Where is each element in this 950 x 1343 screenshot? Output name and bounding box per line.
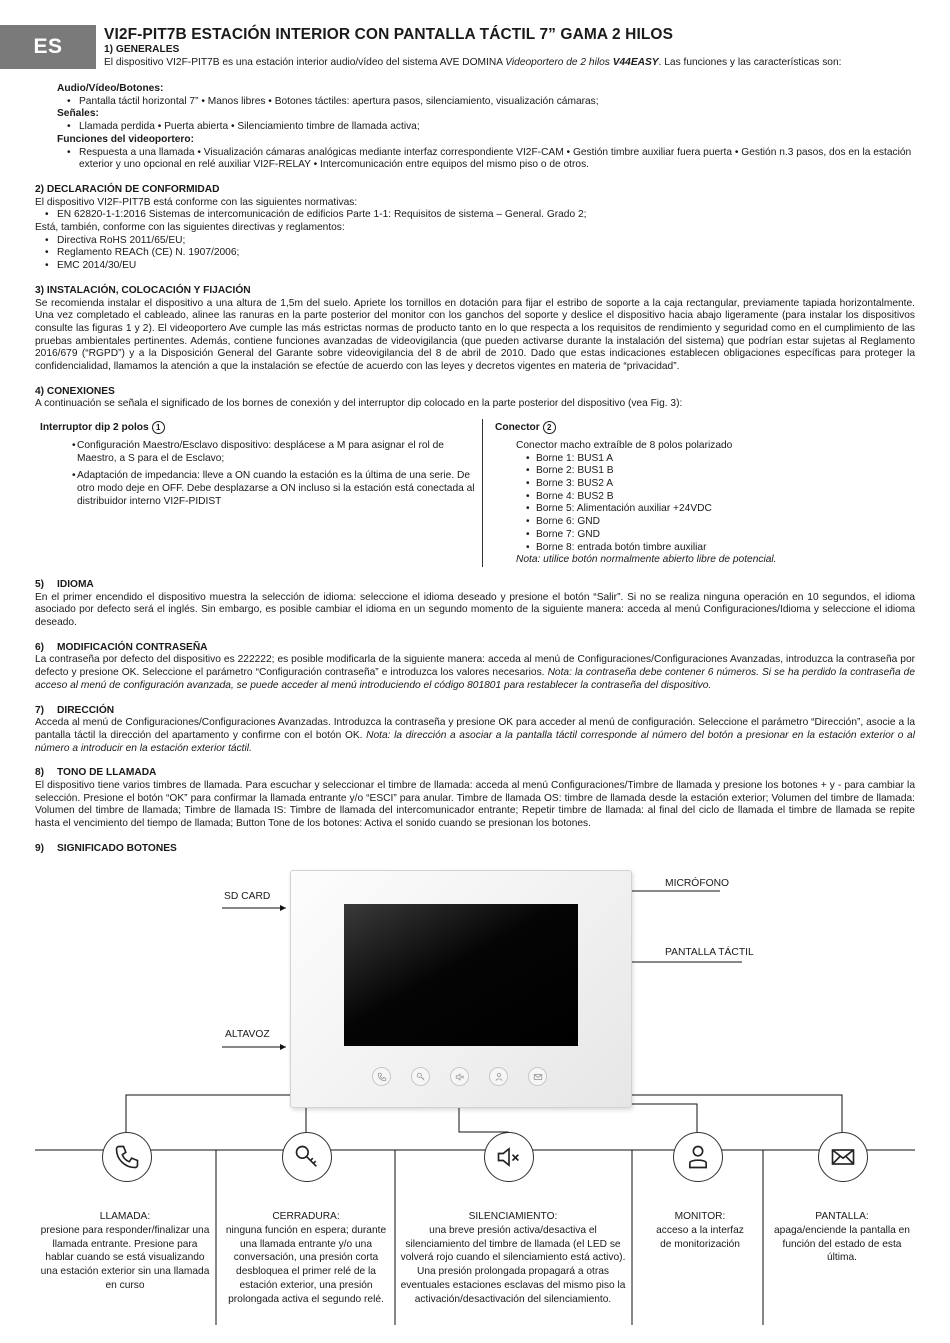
connector-title: Conector 2	[495, 421, 915, 435]
call-button-description	[37, 1210, 213, 1293]
screen-button-title: PANTALLA:	[815, 1211, 869, 1222]
section-9-heading: 9) SIGNIFICADO BOTONES	[35, 842, 177, 854]
screen-button-text: apaga/enciende la pantalla en función del estado de esta última.	[774, 1224, 910, 1264]
terminal-item: • Borne 1: BUS1 A	[516, 453, 915, 466]
call-button-icon	[102, 1132, 152, 1182]
section-8	[35, 767, 915, 831]
call-button-text: presione para responder/finalizar una llamada entrante. Presione para hablar cuando se está visualizando una estación exterior sin una llamada en curso	[40, 1224, 210, 1291]
dip-item: • Configuración Maestro/Esclavo dispositivo: desplácese a M para asignar el rol de Maestro, a S para el de Esclavo;	[40, 440, 476, 465]
person-icon	[684, 1143, 712, 1171]
section-8-body: El dispositivo tiene varios timbres de llamada. Para escuchar y seleccionar el timbre de llamada: acceda al menú Configuraciones/Timbre de llamada y presione los botones + y - para cambiar la selección. Presione el botón “OK” para confirmar la llamada entrante y/o “ESCI” para anular. Timbre de llamada OS: timbre de llamada desde la estación exterior; Volumen del timbre de llamada: Volumen del timbre de llamada; Timbre de llamada IS: Timbre de llamada del intercomunicador entrante; Repetir timbre de llamada: al final del ciclo de llamada el timbre de llamada se repite hasta el vencimiento del tiempo de llamada; Button Tone de los botones: Activa el sonido cuando se presionan los botones.	[35, 780, 915, 830]
mute-button-text: una breve presión activa/desactiva el silenciamiento del timbre de llamada (el LED se volverá rojo cuando el silenciamiento está activo). Una presión prolongada propagará a otras eventuales estaciones esclavas del mismo piso la activación/desactivación del silenciamiento.	[400, 1224, 626, 1305]
callout-number-2: 2	[543, 421, 556, 434]
screen-button-description	[774, 1210, 910, 1265]
section-5-heading: 5) IDIOMA	[35, 578, 94, 590]
speaker-mute-icon	[455, 1072, 465, 1082]
dip-switch-column	[35, 419, 483, 567]
section-4	[35, 386, 915, 567]
section-1-heading: 1) GENERALES	[104, 44, 180, 55]
dip-item: • Adaptación de impedancia: lleve a ON cuando la estación es la última de una serie. De otro modo deje en OFF. Debe desplazarse a ON incluso si la estación está conectada al distribuidor interno VI2F-PIDIST	[40, 470, 476, 508]
section-6-body: La contraseña por defecto del dispositivo es 222222; es posible modificarla de la siguiente manera: acceda al menú de Configuraciones/Configuraciones Avanzadas, introduzca la contraseña por defecto y presione OK. Seleccione el parámetro “Configuración contraseña” e introduzca los valores necesarios. Nota: la contraseña debe contener 6 números. Si se ha perdido la contraseña de acceso al menú de configuración avanzada, se puede acceder al menú introduciendo el código 801801 para restablecer la contraseña del dispositivo.	[35, 654, 915, 691]
sd-card-label: SD CARD	[224, 891, 271, 902]
phone-icon	[377, 1072, 387, 1082]
section-2-line1: El dispositivo VI2F-PIT7B está conforme con las siguientes normativas:	[35, 196, 358, 208]
lock-button-icon	[282, 1132, 332, 1182]
device-call-button	[372, 1067, 391, 1086]
device-screen-button	[528, 1067, 547, 1086]
terminal-item: • Borne 3: BUS2 A	[516, 478, 915, 491]
device-lock-button	[411, 1067, 430, 1086]
terminal-item: • Borne 5: Alimentación auxiliar +24VDC	[516, 503, 915, 516]
monitor-button-icon	[673, 1132, 723, 1182]
touch-screen	[344, 904, 578, 1046]
section-7	[35, 705, 915, 756]
speaker-mute-icon	[495, 1143, 523, 1171]
norm-item: • EN 62820-1-1:2016 Sistemas de intercomunicación de edificios Parte 1-1: Requisitos de sistema – General. Grado 2;	[35, 209, 915, 222]
section-6-heading: 6) MODIFICACIÓN CONTRASEÑA	[35, 641, 208, 653]
section-7-heading: 7) DIRECCIÓN	[35, 704, 115, 716]
section-2-heading: 2) DECLARACIÓN DE CONFORMIDAD	[35, 183, 220, 195]
mute-button-icon	[484, 1132, 534, 1182]
section-1-intro: El dispositivo VI2F-PIT7B es una estación interior audio/vídeo del sistema AVE DOMINA Videoportero de 2 hilos V44EASY. Las funciones y las características son:	[104, 56, 842, 68]
directive-item: • Directiva RoHS 2011/65/EU;	[35, 235, 915, 248]
section-6	[35, 642, 915, 693]
speaker-label: ALTAVOZ	[225, 1029, 270, 1040]
section-8-heading: 8) TONO DE LLAMADA	[35, 767, 157, 779]
lock-button-text: ninguna función en espera; durante una llamada entrante y/o una conversación, una presión corta desbloquea el primer relé de la estación exterior, una presión prolongada activa el segundo relé.	[225, 1224, 387, 1305]
device-monitor-button	[489, 1067, 508, 1086]
document-body	[35, 83, 915, 856]
key-icon	[416, 1072, 426, 1082]
directive-item: • EMC 2014/30/EU	[35, 260, 915, 273]
video-functions-label: Funciones del videoportero:	[57, 133, 194, 145]
screen-button-icon	[818, 1132, 868, 1182]
connector-desc: Conector macho extraíble de 8 polos polarizado	[516, 439, 733, 451]
microphone-label: MICRÓFONO	[665, 878, 730, 889]
lock-button-title: CERRADURA:	[272, 1211, 340, 1222]
terminal-item: • Borne 2: BUS1 B	[516, 465, 915, 478]
key-icon	[293, 1143, 321, 1171]
connector-column	[483, 419, 915, 567]
connections-table	[35, 419, 915, 567]
person-icon	[494, 1072, 504, 1082]
section-2	[35, 184, 915, 273]
mute-button-description	[400, 1210, 626, 1307]
av-label: Audio/Vídeo/Botones:	[57, 83, 164, 94]
mute-button-title: SILENCIAMIENTO:	[468, 1211, 558, 1222]
section-7-body: Acceda al menú de Configuraciones/Configuraciones Avanzadas. Introduzca la contraseña y presione OK para acceder al menú de configuración. Seleccione el parámetro “Dirección”, asocie a la pantalla táctil la dirección del apartamento y confirme con el botón OK. Nota: la dirección a asociar a la pantalla táctil corresponde al número del botón a presionar en la estación exterior o al número a introducir en la estación exterior táctil.	[35, 717, 915, 754]
section-4-intro: A continuación se señala el significado de los bornes de conexión y del interruptor dip colocado en la parte posterior del dispositivo (vea Fig. 3):	[35, 398, 683, 410]
signals-item: • Llamada perdida • Puerta abierta • Silenciamiento timbre de llamada activa;	[57, 121, 915, 134]
call-button-title: LLAMADA:	[99, 1211, 151, 1222]
buttons-figure	[0, 855, 950, 1335]
section-4-heading: 4) CONEXIONES	[35, 385, 115, 397]
section-1-lists	[57, 83, 915, 172]
directive-item: • Reglamento REACh (CE) N. 1907/2006;	[35, 247, 915, 260]
section-5	[35, 579, 915, 630]
terminal-item: • Borne 4: BUS2 B	[516, 491, 915, 504]
dip-switch-title: Interruptor dip 2 polos 1	[40, 421, 476, 435]
section-3-heading: 3) INSTALACIÓN, COLOCACIÓN Y FIJACIÓN	[35, 284, 251, 296]
page-title: VI2F-PIT7B ESTACIÓN INTERIOR CON PANTALLA TÁCTIL 7” GAMA 2 HILOS	[104, 26, 674, 43]
terminal-item: • Borne 7: GND	[516, 529, 915, 542]
section-2-line2: Está, también, conforme con las siguientes directivas y reglamentos:	[35, 222, 345, 234]
section-3	[35, 285, 915, 374]
touchscreen-label: PANTALLA TÁCTIL	[665, 947, 754, 958]
phone-icon	[113, 1143, 141, 1171]
signals-label: Señales:	[57, 108, 99, 120]
lock-button-description	[222, 1210, 390, 1307]
envelope-icon	[533, 1072, 543, 1082]
monitor-button-text: acceso a la interfaz de monitorización	[656, 1224, 744, 1250]
terminal-item: • Borne 8: entrada botón timbre auxiliar	[516, 542, 915, 555]
envelope-icon	[829, 1143, 857, 1171]
section-5-body: En el primer encendido el dispositivo muestra la selección de idioma: seleccione el idioma deseado y presione el botón “Salir”. Si no se realiza ninguna operación en 10 segundos, el idioma asociado por defecto será el inglés. Sin embargo, es posible cambiar el idioma en un segundo momento de la siguiente manera: acceda al menú Configuraciones/Idioma y seleccione el idioma deseado.	[35, 591, 915, 629]
video-functions-item: • Respuesta a una llamada • Visualización cámaras analógicas mediante interfaz correspondiente VI2F-CAM • Gestión timbre auxiliar fuera puerta • Gestión n.3 pasos, dos en la estación exterior y uno opcional en relé auxiliar VI2F-RELAY • Intercomunicación entre equipos del mismo piso o de otros.	[57, 147, 915, 172]
header	[104, 26, 924, 69]
language-tab: ES	[0, 25, 96, 69]
callout-number-1: 1	[152, 421, 165, 434]
connector-note: Nota: utilice botón normalmente abierto libre de potencial.	[516, 554, 777, 566]
terminal-item: • Borne 6: GND	[516, 516, 915, 529]
section-9	[35, 843, 915, 856]
monitor-button-description	[655, 1210, 745, 1251]
av-item: • Pantalla táctil horizontal 7” • Manos libres • Botones táctiles: apertura pasos, silenciamiento, visualización cámaras;	[57, 96, 915, 109]
terminal-list	[516, 453, 915, 555]
indoor-monitor-device	[290, 870, 632, 1108]
section-3-body: Se recomienda instalar el dispositivo a una altura de 1,5m del suelo. Apriete los tornillos en dotación para fijar el estribo de soporte a la caja rectangular, previamente tapiada horizontalmente. Una vez completado el cableado, alinee las ranuras en la parte posterior del monitor con los ganchos del soporte y deslice el dispositivo hacia abajo ligeramente (para instalar los dispositivos consulte las figuras 1 y 2). El videoportero Ave cumple las más estrictas normas de producto tanto en lo que respecta a los requisitos de rendimiento y seguridad como en el cumplimiento de las pruebas ambientales pertinentes. Además, contiene funciones avanzadas de videovigilancia (que pueden activarse durante la instalación del sistema) que podrían estar sujetas al Reglamento 2016/679 (“RGPD”) y a la Disposición General del Garante sobre videovigilancia del 8 de abril de 2010. Dado que estas indicaciones establecen obligaciones específicas para proteger la confidencialidad, llamamos la atención a que la instalación se efectúe de acuerdo con las leyes y decretos vigentes en materia de “privacidad”.	[35, 297, 915, 373]
monitor-button-title: MONITOR:	[674, 1211, 726, 1222]
device-mute-button	[450, 1067, 469, 1086]
